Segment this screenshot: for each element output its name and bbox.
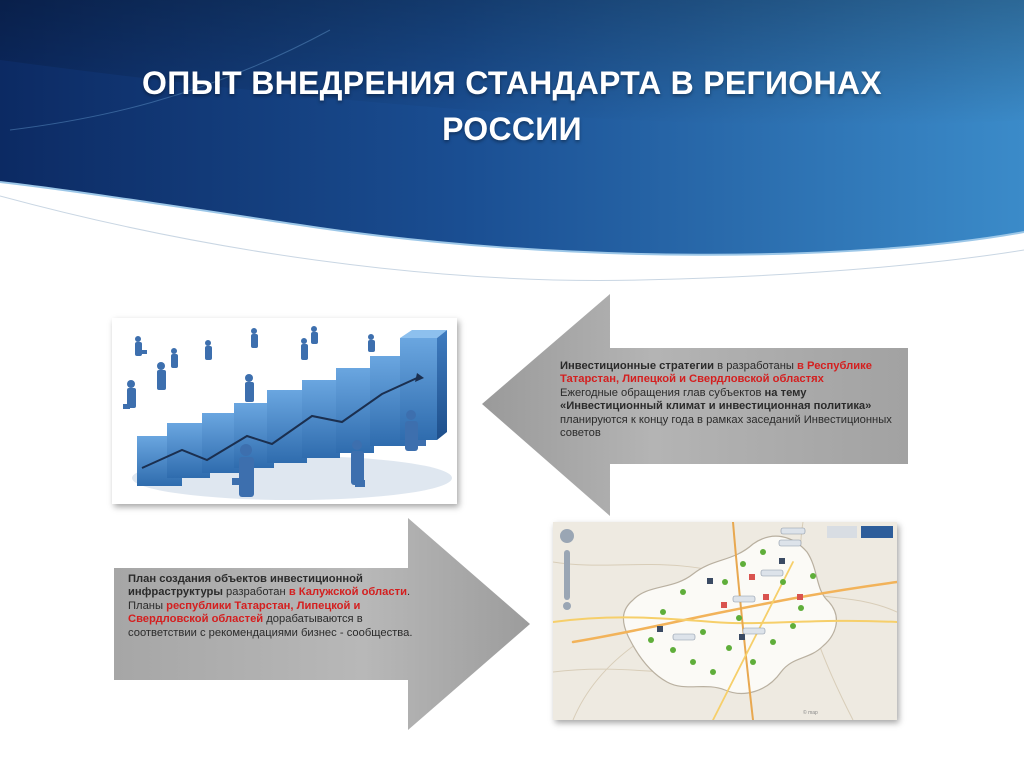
strategies-paragraph: [560, 360, 900, 387]
region-map: [553, 522, 897, 720]
appeals-plan: планируются к концу года в рамках заседаний Инвестиционных советов: [560, 413, 892, 440]
appeals-intro: Ежегодные обращения глав субъектов: [560, 386, 765, 399]
infrastructure-connector: разработан: [222, 586, 289, 599]
plans-status: дорабатываются в соответствии с рекомендациями бизнес - сообщества.: [128, 613, 413, 639]
strategies-regions: в Республике Татарстан, Липецкой и Свердловской областях: [560, 360, 872, 386]
left-arrow-text: [560, 360, 900, 440]
business-growth-illustration: [112, 318, 457, 504]
infrastructure-paragraph: [128, 573, 428, 600]
kaluga-region: в Калужской области: [288, 586, 407, 599]
infrastructure-period: .: [406, 586, 411, 599]
title-line-1: ОПЫТ ВНЕДРЕНИЯ СТАНДАРТА В РЕГИОНАХ: [142, 65, 882, 101]
svg-text:© map: © map: [803, 710, 818, 716]
infrastructure-plan-label: План создания объектов инвестиционной инфраструктуры: [128, 573, 363, 599]
strategies-connector: в разработаны: [714, 360, 798, 372]
appeals-topic: на тему «Инвестиционный климат и инвестиционная политика»: [560, 386, 872, 413]
page-title: [0, 60, 1024, 152]
right-arrow-text: [128, 573, 428, 640]
title-line-2: РОССИИ: [442, 111, 582, 147]
plans-paragraph: [128, 600, 428, 640]
plans-intro: Планы: [128, 599, 167, 612]
plans-regions: республики Татарстан, Липецкой и Свердловской областей: [128, 599, 361, 626]
strategies-label: Инвестиционные стратегии: [560, 360, 715, 372]
appeals-paragraph: [560, 387, 900, 441]
